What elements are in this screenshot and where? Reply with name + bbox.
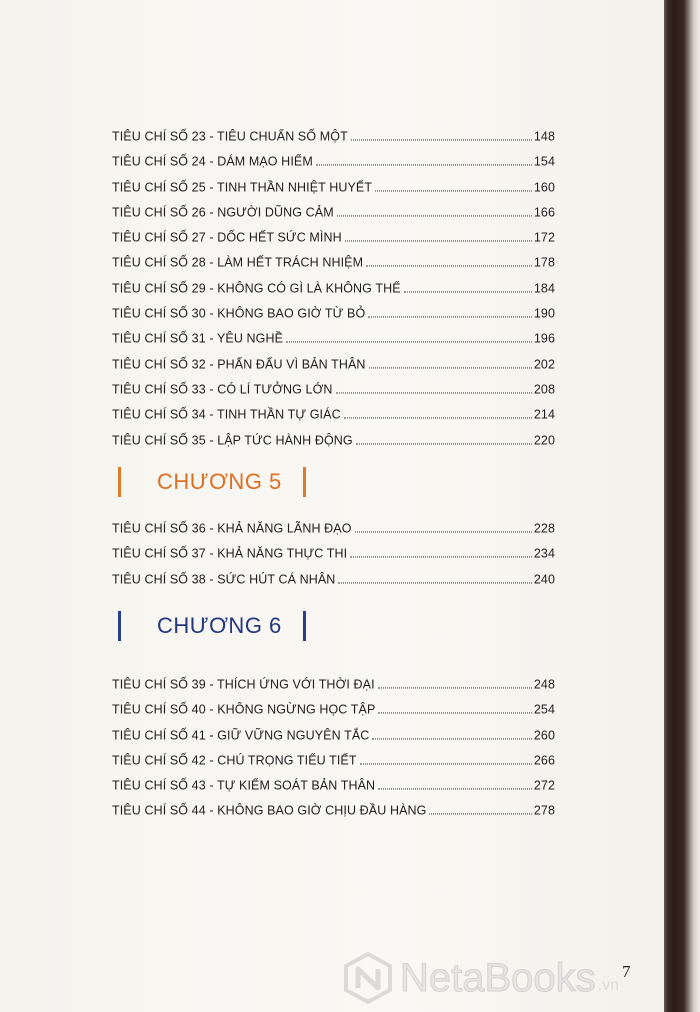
toc-entry-page: 260 [533, 727, 555, 743]
toc-entry-title: TIÊU CHÍ SỐ 30 - KHÔNG BAO GIỜ TỪ BỎ [112, 306, 366, 322]
toc-entry-title: TIÊU CHÍ SỐ 34 - TINH THẦN TỰ GIÁC [112, 407, 341, 423]
toc-entry-page: 160 [533, 179, 555, 195]
toc-entry [112, 421, 555, 448]
chapter-5-title: CHƯƠNG 5 [157, 469, 282, 494]
toc-list-top [112, 118, 555, 447]
toc-dot-leader [337, 216, 532, 217]
chapter-6-right-bar [303, 611, 306, 641]
toc-entry [112, 665, 555, 692]
toc-dot-leader [360, 764, 532, 765]
toc-dot-leader [404, 292, 532, 293]
toc-entry [112, 741, 555, 768]
toc-entry [112, 345, 555, 372]
toc-dot-leader [350, 557, 532, 558]
toc-entry [112, 244, 555, 271]
toc-entry-title: TIÊU CHÍ SỐ 42 - CHÚ TRỌNG TIỂU TIẾT [112, 753, 357, 768]
toc-entry-page: 184 [533, 281, 555, 296]
toc-entry-page: 208 [533, 382, 555, 397]
toc-entry-page: 148 [533, 129, 555, 144]
toc-entry-title: TIÊU CHÍ SỐ 32 - PHẤN ĐẤU VÌ BẢN THÂN [112, 356, 366, 372]
toc-entry-title: TIÊU CHÍ SỐ 25 - TINH THẦN NHIỆT HUYẾT [112, 179, 373, 195]
toc-entry-page: 220 [533, 432, 555, 448]
toc-entry [112, 535, 555, 562]
toc-entry-title: TIÊU CHÍ SỐ 27 - DỐC HẾT SỨC MÌNH [112, 230, 342, 246]
toc-dot-leader [366, 266, 532, 267]
toc-entry [112, 370, 555, 397]
toc-list-chapter-6 [112, 666, 555, 818]
toc-entry-title: TIÊU CHÍ SỐ 26 - NGƯỜI DŨNG CẢM [112, 205, 334, 220]
toc-entry-title: TIÊU CHÍ SỐ 41 - GIỮ VỮNG NGUYÊN TẮC [112, 727, 370, 743]
toc-entry-title: TIÊU CHÍ SỐ 33 - CÓ LÍ TƯỞNG LỚN [112, 382, 333, 397]
toc-entry [112, 560, 555, 587]
toc-entry-title: TIÊU CHÍ SỐ 35 - LẬP TỨC HÀNH ĐỘNG [112, 432, 353, 448]
toc-entry [112, 193, 555, 220]
toc-entry-page: 196 [533, 331, 555, 347]
toc-dot-leader [336, 393, 532, 394]
watermark [342, 952, 619, 1004]
netabooks-logo-icon [342, 952, 394, 1004]
toc-entry [112, 269, 555, 296]
toc-entry-page: 202 [533, 356, 555, 372]
toc-entry-page: 272 [533, 778, 555, 794]
toc-dot-leader [375, 190, 532, 191]
toc-entry-page: 178 [533, 255, 555, 271]
toc-dot-leader [316, 165, 532, 166]
toc-entry-page: 172 [533, 230, 555, 246]
toc-dot-leader [429, 814, 531, 815]
toc-entry-title: TIÊU CHÍ SỐ 36 - KHẢ NĂNG LÃNH ĐẠO [112, 521, 352, 536]
toc-entry-page: 266 [533, 753, 555, 768]
toc-entry-page: 248 [533, 677, 555, 692]
toc-entry-title: TIÊU CHÍ SỐ 40 - KHÔNG NGỪNG HỌC TẬP [112, 702, 376, 718]
chapter-5-right-bar [303, 467, 306, 497]
toc-entry-title: TIÊU CHÍ SỐ 31 - YÊU NGHỀ [112, 331, 284, 347]
toc-entry [112, 219, 555, 246]
toc-dot-leader [368, 317, 532, 318]
toc-entry-title: TIÊU CHÍ SỐ 37 - KHẢ NĂNG THỰC THI [112, 546, 348, 562]
toc-entry-page: 166 [533, 205, 555, 220]
toc-entry-title: TIÊU CHÍ SỐ 43 - TỰ KIỂM SOÁT BẢN THÂN [112, 778, 376, 794]
toc-entry-page: 214 [533, 407, 555, 423]
toc-entry [112, 716, 555, 743]
toc-dot-leader [369, 367, 532, 368]
toc-entry-title: TIÊU CHÍ SỐ 24 - DÁM MẠO HIỂM [112, 154, 313, 170]
toc-entry-page: 278 [533, 803, 555, 819]
toc-entry [112, 767, 555, 794]
watermark-brand: NetaBooks [400, 955, 596, 1000]
toc-entry [112, 117, 555, 144]
toc-dot-leader [378, 713, 531, 714]
toc-entry-title: TIÊU CHÍ SỐ 38 - SỨC HÚT CÁ NHÂN [112, 571, 336, 587]
toc-entry-title: TIÊU CHÍ SỐ 39 - THÍCH ỨNG VỚI THỜI ĐẠI [112, 677, 375, 692]
chapter-6-title: CHƯƠNG 6 [157, 613, 282, 638]
toc-dot-leader [378, 789, 532, 790]
toc-dot-leader [378, 688, 532, 689]
toc-entry-title: TIÊU CHÍ SỐ 29 - KHÔNG CÓ GÌ LÀ KHÔNG THỂ [112, 281, 401, 296]
toc-entry-title: TIÊU CHÍ SỐ 23 - TIÊU CHUẨN SỐ MỘT [112, 129, 348, 144]
toc-entry [112, 396, 555, 423]
toc-dot-leader [351, 140, 532, 141]
toc-entry [112, 792, 555, 819]
toc-dot-leader [355, 532, 532, 533]
chapter-6-heading [118, 609, 306, 643]
toc-entry-page: 254 [533, 702, 555, 718]
toc-dot-leader [344, 418, 532, 419]
toc-entry-page: 190 [533, 306, 555, 322]
toc-entry-title: TIÊU CHÍ SỐ 44 - KHÔNG BAO GIỜ CHỊU ĐẦU HÀNG [112, 803, 427, 819]
toc-list-chapter-5 [112, 510, 555, 586]
toc-entry-page: 228 [533, 521, 555, 536]
toc-entry [112, 691, 555, 718]
toc-entry-page: 154 [533, 154, 555, 170]
toc-entry [112, 509, 555, 536]
toc-dot-leader [345, 241, 532, 242]
watermark-suffix: .vn [597, 977, 620, 994]
toc-entry-page: 240 [533, 571, 555, 587]
toc-dot-leader [338, 582, 531, 583]
toc-entry-page: 234 [533, 546, 555, 562]
toc-dot-leader [286, 342, 532, 343]
toc-dot-leader [372, 738, 531, 739]
toc-entry [112, 320, 555, 347]
chapter-5-heading [118, 465, 306, 499]
toc-entry-title: TIÊU CHÍ SỐ 28 - LÀM HẾT TRÁCH NHIỆM [112, 255, 364, 271]
page-number: 7 [622, 962, 631, 981]
book-spine [664, 0, 700, 1012]
toc-entry [112, 143, 555, 170]
toc-entry [112, 168, 555, 195]
toc-entry [112, 294, 555, 321]
toc-dot-leader [356, 443, 532, 444]
